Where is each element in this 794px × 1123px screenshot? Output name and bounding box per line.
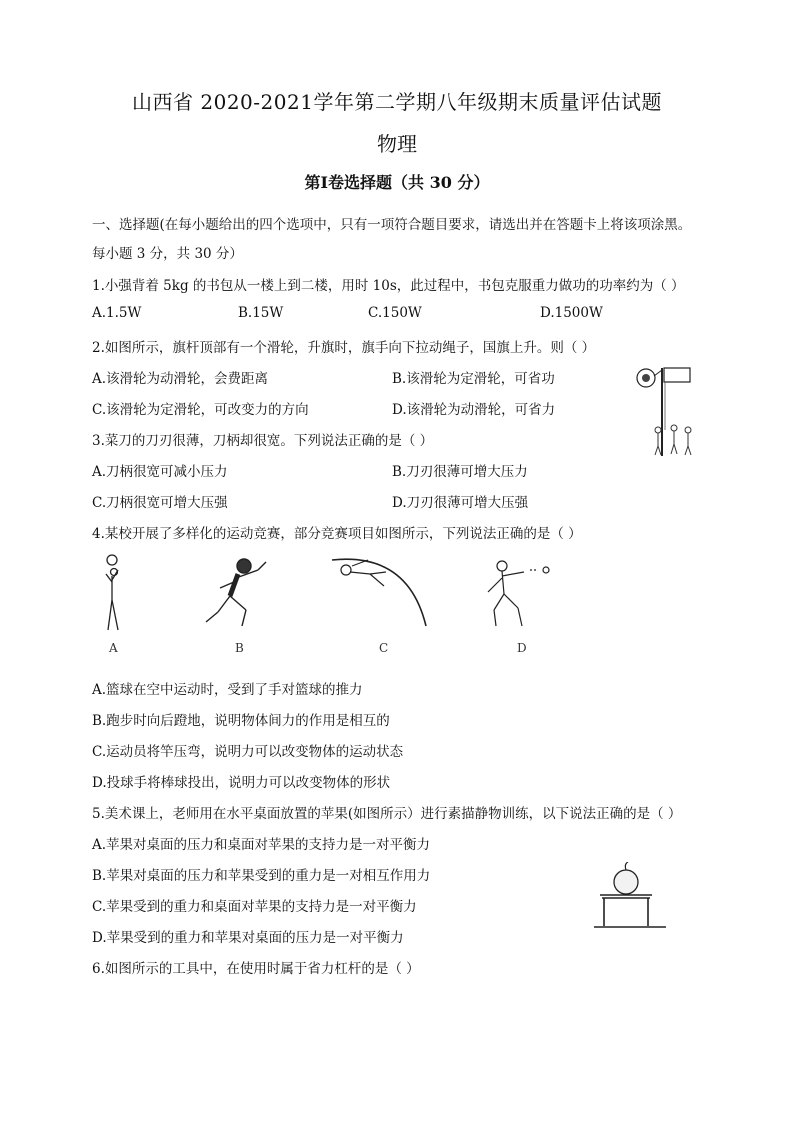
question-3-option-a: A.刀柄很宽可减小压力 [92, 464, 228, 480]
pole-vault-figure [328, 554, 434, 630]
question-4-option-a: A.篮球在空中运动时，受到了手对篮球的推力 [92, 682, 363, 698]
question-1-stem: 1.小强背着 5kg 的书包从一楼上到二楼，用时 10s，此过程中，书包克服重力做功的功率约为（ ） [92, 278, 685, 294]
runner-figure [200, 556, 278, 632]
basketball-player-figure [92, 552, 142, 634]
question-3-option-b: B.刀刃很薄可增大压力 [392, 464, 528, 480]
question-5-option-a: A.苹果对桌面的压力和桌面对苹果的支持力是一对平衡力 [92, 837, 431, 853]
question-2-option-c: C.该滑轮为定滑轮，可改变力的方向 [92, 402, 309, 418]
figure-label-c: C [379, 641, 389, 655]
figure-label-b: B [235, 641, 244, 655]
question-2-option-a: A.该滑轮为动滑轮，会费距离 [92, 371, 269, 387]
question-4-option-b: B.跑步时向后蹬地，说明物体间力的作用是相互的 [92, 713, 390, 729]
instructions-line-2: 每小题 3 分，共 30 分） [92, 246, 243, 262]
apple-icon [614, 862, 638, 894]
question-4-stem: 4.某校开展了多样化的运动竞赛，部分竞赛项目如图所示，下列说法正确的是（ ） [92, 526, 582, 542]
question-2-option-b: B.该滑轮为定滑轮，可省功 [392, 371, 555, 387]
question-2-option-d: D.该滑轮为动滑轮，可省力 [392, 402, 556, 418]
question-4-option-c: C.运动员将竿压弯，说明力可以改变物体的运动状态 [92, 744, 404, 760]
apple-on-table-figure [590, 862, 670, 932]
figure-label-d: D [517, 641, 527, 655]
question-5-option-b: B.苹果对桌面的压力和苹果受到的重力是一对相互作用力 [92, 868, 431, 884]
question-5-option-d: D.苹果受到的重力和苹果对桌面的压力是一对平衡力 [92, 930, 404, 946]
subject-title: 物理 [377, 132, 417, 156]
question-4-option-d: D.投球手将棒球投出，说明力可以改变物体的形状 [92, 775, 391, 791]
question-5-option-c: C.苹果受到的重力和桌面对苹果的支持力是一对平衡力 [92, 899, 417, 915]
question-1-option-d: D.1500W [540, 305, 603, 321]
question-3-option-c: C.刀柄很宽可增大压强 [92, 495, 228, 511]
flagpole-figure [630, 360, 700, 460]
table-icon [594, 895, 666, 927]
baseball-pitcher-figure [474, 556, 560, 630]
question-1-option-b: B.15W [238, 305, 284, 321]
instructions-line-1: 一、选择题(在每小题给出的四个选项中，只有一项符合题目要求，请选出并在答题卡上将该项涂黑。 [92, 217, 692, 233]
question-2-stem: 2.如图所示，旗杆顶部有一个滑轮，升旗时，旗手向下拉动绳子，国旗上升。则（ ） [92, 340, 596, 356]
figure-label-a: A [109, 641, 118, 655]
exam-title: 山西省 2020-2021学年第二学期八年级期末质量评估试题 [132, 90, 662, 114]
question-3-stem: 3.菜刀的刀刃很薄，刀柄却很宽。下列说法正确的是（ ） [92, 433, 434, 449]
question-5-stem: 5.美术课上，老师用在水平桌面放置的苹果(如图所示）进行素描静物训练，以下说法正确的是（ ） [92, 806, 682, 822]
question-3-option-d: D.刀刃很薄可增大压强 [392, 495, 529, 511]
section-heading: 第Ⅰ卷选择题（共 30 分） [304, 173, 490, 192]
question-6-stem: 6.如图所示的工具中，在使用时属于省力杠杆的是（ ） [92, 961, 420, 977]
question-1-option-c: C.150W [368, 305, 422, 321]
question-1-option-a: A.1.5W [92, 305, 142, 321]
